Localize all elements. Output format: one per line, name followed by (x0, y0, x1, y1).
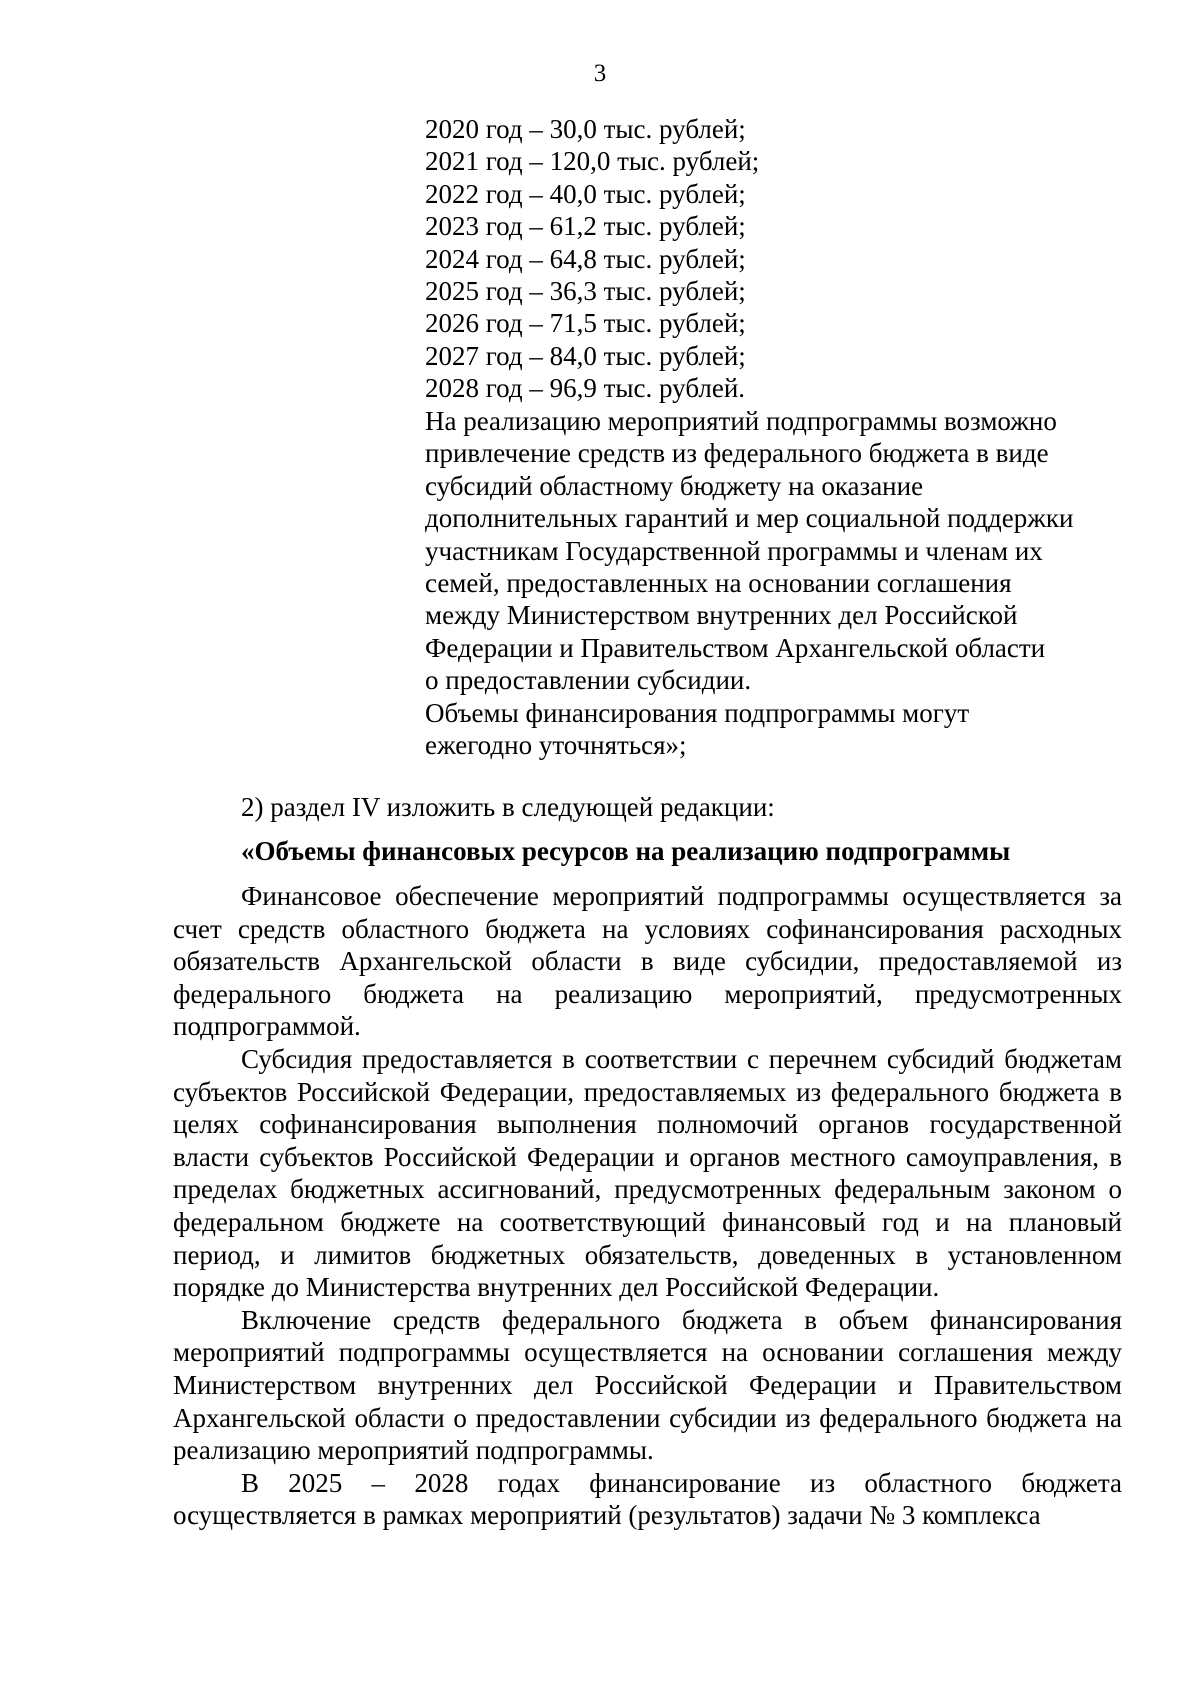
funding-year-item: 2025 год – 36,3 тыс. рублей; (425, 276, 746, 307)
paragraph: Субсидия предоставляется в соответствии с перечнем субсидий бюджетам субъектов Российской Федерации, предоставляемых из федерального бюджета в целях софинансирования выполнения полномочий органов государственной власти субъектов Российской Федерации и органов местного самоуправления, в пределах бюджетных ассигнований, предусмотренных федеральным законом о федеральном бюджете на соответствующий финансовый год и на плановый период, и лимитов бюджетных обязательств, доведенных в установленном порядке до Министерства внутренних дел Российской Федерации. (173, 1043, 1122, 1303)
funding-year-item: 2022 год – 40,0 тыс. рублей; (425, 178, 746, 209)
funding-year-item: 2026 год – 71,5 тыс. рублей; (425, 308, 746, 339)
note-line: На реализацию мероприятий подпрограммы возможно (425, 406, 1057, 436)
paragraph: Финансовое обеспечение мероприятий подпрограммы осуществляется за счет средств областного бюджета на условиях софинансирования расходных обязательств Архангельской области в виде субсидии, предоставляемой из федерального бюджета на реализацию мероприятий, предусмотренных подпрограммой. (173, 881, 1122, 1042)
adjustment-note-line: ежегодно уточняться»; (425, 730, 687, 761)
funding-year-item: 2028 год – 96,9 тыс. рублей. (425, 373, 746, 404)
paragraph: Включение средств федерального бюджета в объем финансирования мероприятий подпрограммы осуществляется на основании соглашения между Министерством внутренних дел Российской Федерации и Правительством Архангельской области о предоставлении субсидии из федерального бюджета на реализацию мероприятий подпрограммы. (173, 1304, 1122, 1466)
adjustment-note-line: Объемы финансирования подпрограммы могут (425, 697, 970, 728)
note-line: участникам Государственной программы и членам их (425, 535, 1043, 566)
funding-by-year-list (425, 113, 1105, 405)
funding-year-item: 2020 год – 30,0 тыс. рублей; (425, 114, 746, 144)
section-body (173, 880, 1122, 1532)
note-line: между Министерством внутренних дел Российской (425, 600, 1018, 631)
amendment-item-2: 2) раздел IV изложить в следующей редакции: (241, 792, 775, 822)
note-line: привлечение средств из федерального бюджета в виде (425, 438, 1049, 469)
note-line: Федерации и Правительством Архангельской области (425, 632, 1046, 663)
page-number: 3 (593, 60, 607, 87)
funding-year-item: 2021 год – 120,0 тыс. рублей; (425, 146, 760, 177)
funding-year-item: 2023 год – 61,2 тыс. рублей; (425, 211, 746, 242)
federal-funding-note (425, 405, 1105, 761)
funding-year-item: 2024 год – 64,8 тыс. рублей; (425, 243, 746, 274)
section-heading: «Объемы финансовых ресурсов на реализацию подпрограммы (241, 836, 1011, 866)
note-line: семей, предоставленных на основании соглашения (425, 568, 1012, 599)
note-line: о предоставлении субсидии. (425, 665, 752, 696)
note-line: дополнительных гарантий и мер социальной поддержки (425, 503, 1074, 534)
note-line: субсидий областному бюджету на оказание (425, 470, 924, 501)
funding-year-item: 2027 год – 84,0 тыс. рублей; (425, 340, 746, 371)
paragraph: В 2025 – 2028 годах финансирование из областного бюджета осуществляется в рамках мероприятий (результатов) задачи № 3 комплекса (173, 1467, 1122, 1531)
